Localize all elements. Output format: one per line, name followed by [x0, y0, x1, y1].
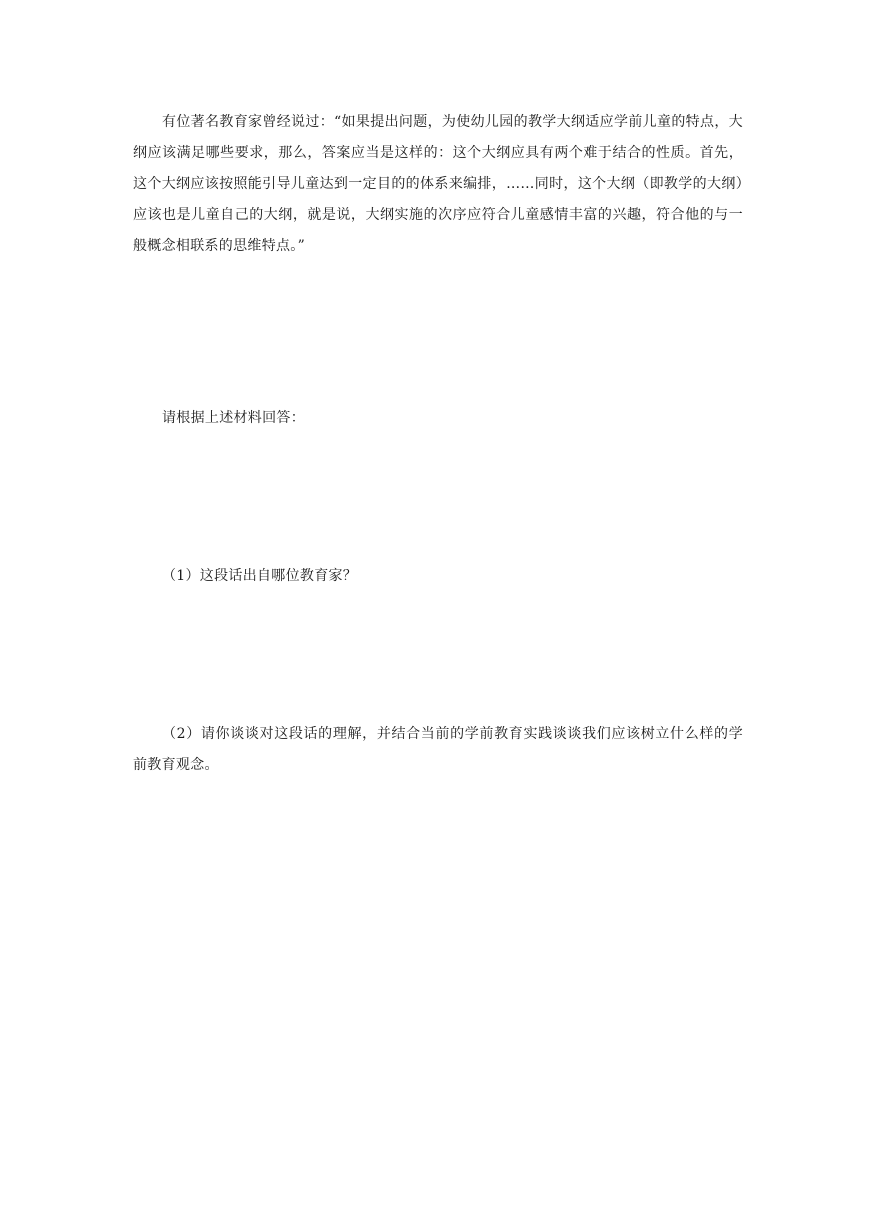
question-1: （1）这段话出自哪位教育家？: [162, 568, 358, 584]
quote-paragraph: 有位著名教育家曾经说过：“如果提出问题，为使幼儿园的教学大纲适应学前儿童的特点，大纲应该满足哪些要求，那么，答案应当是这样的：这个大纲应具有两个难于结合的性质。首先，这个大纲应该按照能引导儿童达到一定目的的体系来编排，……同时，这个大纲（即教学的大纲）应该也是儿童自己的大纲，就是说，大纲实施的次序应符合儿童感情丰富的兴趣，符合他的与一般概念相联系的思维特点。”: [133, 114, 743, 254]
instruction-text: 请根据上述材料回答：: [162, 410, 305, 426]
question-2: （2）请你谈谈对这段话的理解，并结合当前的学前教育实践谈谈我们应该树立什么样的学前教育观念。: [133, 726, 743, 773]
